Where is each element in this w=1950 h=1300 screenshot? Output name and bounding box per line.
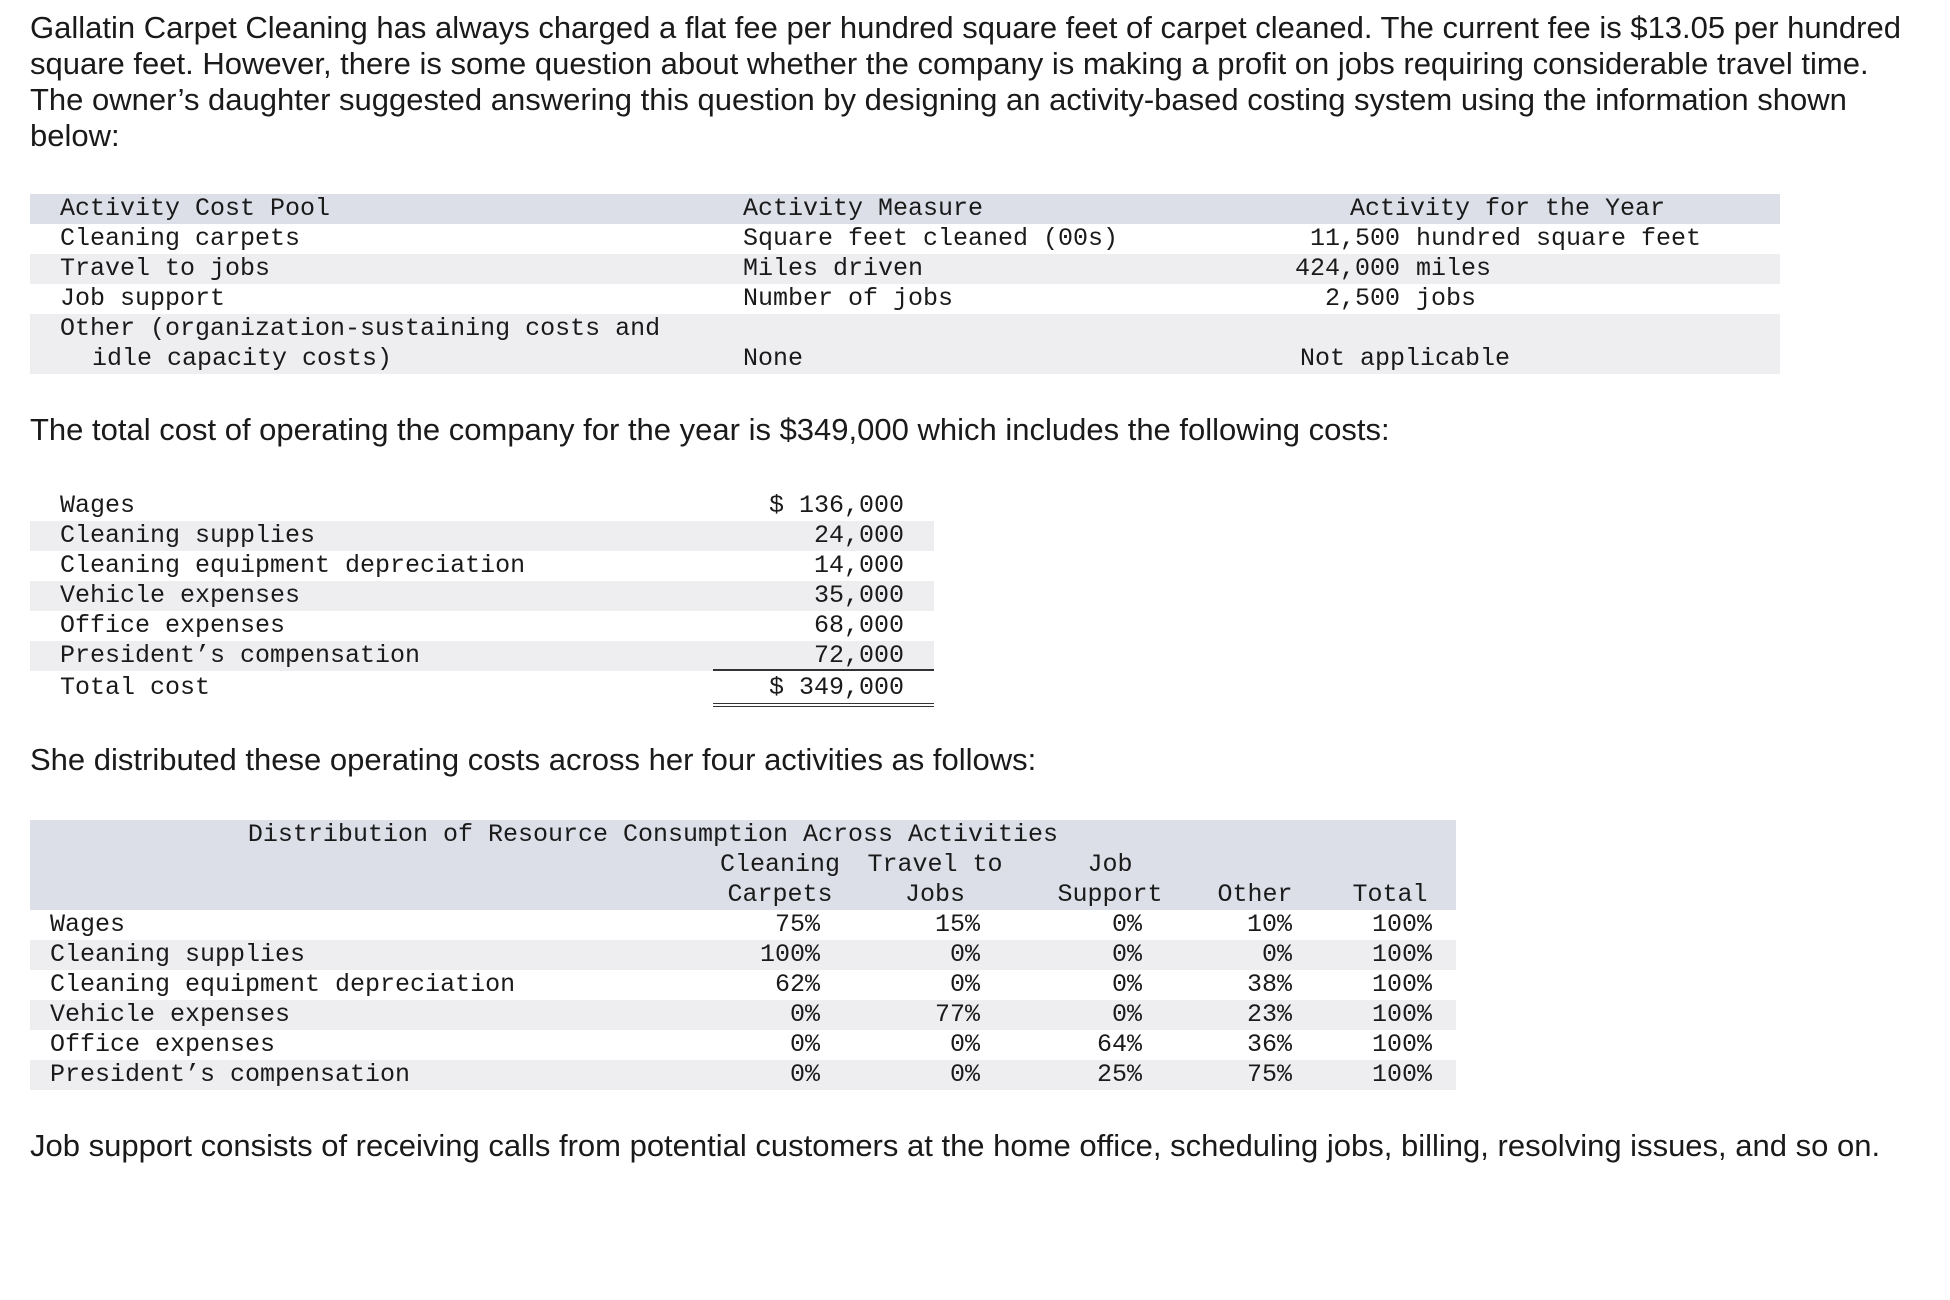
distribution-header-row-2 <box>30 880 1456 910</box>
cost-amount-vehicle: 35,000 <box>813 581 904 610</box>
dist-label-president: President’s compensation <box>50 1060 411 1089</box>
header-other: Other <box>1217 880 1293 909</box>
distribution-title-row <box>30 820 1456 850</box>
distribution-table <box>30 820 1456 1090</box>
dist-cleaning: 0% <box>789 1000 820 1029</box>
dist-other: 23% <box>1246 1000 1292 1029</box>
dist-total: 100% <box>1371 1060 1432 1089</box>
table-row <box>30 910 1456 940</box>
cost-amount-president: 72,000 <box>813 641 904 670</box>
dist-label-depreciation: Cleaning equipment depreciation <box>50 970 516 999</box>
dist-total: 100% <box>1371 940 1432 969</box>
amount-miles: 424,000 <box>1294 254 1400 283</box>
table-row <box>30 551 934 581</box>
dist-travel: 15% <box>934 910 980 939</box>
intro-paragraph: Gallatin Carpet Cleaning has always charged a flat fee per hundred square feet of carpet cleaned. The current fee is $13.05 per hundred square feet. However, there is some question about whether the company is making a profit on jobs requiring considerable travel time. The owner’s daughter suggested answering this question by designing an activity-based costing system using the information shown below: <box>30 10 1901 153</box>
dist-label-wages: Wages <box>50 910 126 939</box>
dist-cleaning: 75% <box>774 910 820 939</box>
distribution-title: Distribution of Resource Consumption Across Activities <box>247 820 1059 849</box>
distribution-header-row-1 <box>30 850 1456 880</box>
measure-none: None <box>743 344 804 373</box>
pool-travel-to-jobs: Travel to jobs <box>60 254 271 283</box>
dist-job: 0% <box>1111 1000 1142 1029</box>
dist-total: 100% <box>1371 910 1432 939</box>
measure-square-feet: Square feet cleaned (00s) <box>743 224 1119 253</box>
cost-label-depreciation: Cleaning equipment depreciation <box>60 551 526 580</box>
dist-job: 64% <box>1096 1030 1142 1059</box>
dist-total: 100% <box>1371 1000 1432 1029</box>
table-row <box>30 970 1456 1000</box>
table-row <box>30 1030 1456 1060</box>
cost-label-vehicle: Vehicle expenses <box>60 581 301 610</box>
cost-label-wages: Wages <box>60 491 136 520</box>
dist-other: 0% <box>1261 940 1292 969</box>
header-total: Total <box>1352 880 1428 909</box>
pool-other-line1: Other (organization-sustaining costs and <box>60 314 661 343</box>
header-activity-measure: Activity Measure <box>743 194 984 223</box>
dist-label-office: Office expenses <box>50 1030 276 1059</box>
dist-label-vehicle: Vehicle expenses <box>50 1000 291 1029</box>
header-activity-cost-pool: Activity Cost Pool <box>60 194 331 223</box>
dist-travel: 0% <box>949 1060 980 1089</box>
header-activity-for-year: Activity for the Year <box>1349 194 1666 223</box>
dist-cleaning: 0% <box>789 1030 820 1059</box>
dist-travel: 0% <box>949 1030 980 1059</box>
pool-other-line2: idle capacity costs) <box>92 344 393 373</box>
table-row <box>30 521 934 551</box>
dist-job: 25% <box>1096 1060 1142 1089</box>
dist-job: 0% <box>1111 940 1142 969</box>
dist-cleaning: 0% <box>789 1060 820 1089</box>
dist-job: 0% <box>1111 910 1142 939</box>
dist-label-supplies: Cleaning supplies <box>50 940 306 969</box>
dist-total: 100% <box>1371 970 1432 999</box>
cost-label-president: President’s compensation <box>60 641 421 670</box>
dist-other: 36% <box>1246 1030 1292 1059</box>
cost-amount-wages: $ 136,000 <box>768 491 904 520</box>
activity-not-applicable: Not applicable <box>1299 344 1511 373</box>
distribution-intro: She distributed these operating costs across her four activities as follows: <box>30 742 1037 777</box>
dist-travel: 0% <box>949 940 980 969</box>
header-job-2: Support <box>1057 880 1163 909</box>
header-cleaning-1: Cleaning <box>719 850 841 879</box>
cost-label-office: Office expenses <box>60 611 286 640</box>
dist-travel: 0% <box>949 970 980 999</box>
dist-travel: 77% <box>934 1000 980 1029</box>
costs-table <box>30 491 934 705</box>
cost-amount-supplies: 24,000 <box>813 521 904 550</box>
dist-other: 10% <box>1246 910 1292 939</box>
table-row <box>30 491 934 521</box>
header-cleaning-2: Carpets <box>727 880 833 909</box>
dist-job: 0% <box>1111 970 1142 999</box>
table-row <box>30 224 1780 254</box>
dist-total: 100% <box>1371 1030 1432 1059</box>
dist-other: 75% <box>1246 1060 1292 1089</box>
total-cost-amount: $ 349,000 <box>768 673 904 702</box>
header-travel-1: Travel to <box>867 850 1003 879</box>
pool-job-support: Job support <box>60 284 226 313</box>
table-row <box>30 314 1780 374</box>
total-cost-label: Total cost <box>60 673 211 702</box>
activity-table-header <box>30 194 1780 224</box>
header-job-1: Job <box>1087 850 1133 879</box>
table-row <box>30 940 1456 970</box>
amount-square-feet: 11,500 <box>1309 224 1400 253</box>
footer-paragraph: Job support consists of receiving calls from potential customers at the home office, scheduling jobs, billing, resolving issues, and so on. <box>30 1128 1881 1163</box>
cost-amount-depreciation: 14,000 <box>813 551 904 580</box>
table-row <box>30 581 934 611</box>
dist-cleaning: 100% <box>759 940 820 969</box>
amount-jobs: 2,500 <box>1324 284 1400 313</box>
dist-other: 38% <box>1246 970 1292 999</box>
unit-miles: miles <box>1416 254 1492 283</box>
table-row <box>30 641 934 671</box>
table-row <box>30 1000 1456 1030</box>
costs-intro: The total cost of operating the company for the year is $349,000 which includes the following costs: <box>30 412 1390 447</box>
header-travel-2: Jobs <box>904 880 965 909</box>
table-row <box>30 284 1780 314</box>
total-row <box>30 671 934 705</box>
cost-amount-office: 68,000 <box>813 611 904 640</box>
pool-cleaning-carpets: Cleaning carpets <box>60 224 301 253</box>
unit-square-feet: hundred square feet <box>1416 224 1702 253</box>
measure-miles: Miles driven <box>743 254 924 283</box>
table-row <box>30 611 934 641</box>
cost-label-supplies: Cleaning supplies <box>60 521 316 550</box>
measure-jobs: Number of jobs <box>743 284 954 313</box>
unit-jobs: jobs <box>1416 284 1477 313</box>
table-row <box>30 1060 1456 1090</box>
table-row <box>30 254 1780 284</box>
dist-cleaning: 62% <box>774 970 820 999</box>
activity-table <box>30 194 1780 374</box>
